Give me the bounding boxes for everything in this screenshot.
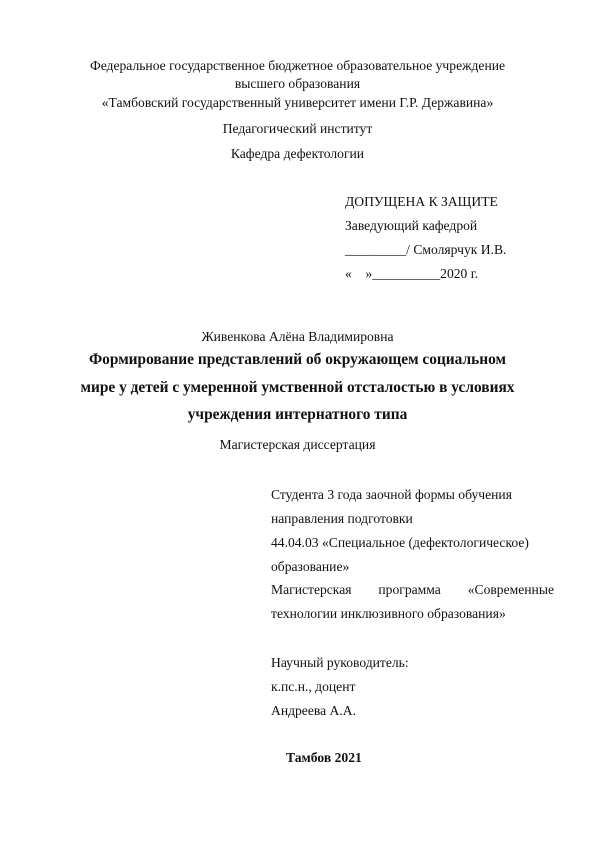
work-type: Магистерская диссертация	[219, 437, 376, 452]
approval-role: Заведующий кафедрой	[345, 218, 478, 233]
approval-status: ДОПУЩЕНА К ЗАЩИТЕ	[345, 194, 498, 209]
student-line-1: Студента 3 года заочной формы обучения	[271, 487, 512, 502]
supervisor-name: Андреева А.А.	[271, 703, 356, 718]
thesis-title-line-1: Формирование представлений об окружающем социальном	[88, 351, 507, 368]
program-line-2: технологии инклюзивного образования»	[271, 606, 506, 621]
thesis-title-line-3: учреждения интернатного типа	[187, 406, 408, 423]
department-name: Кафедра дефектологии	[230, 146, 365, 161]
student-line-2: направления подготовки	[271, 511, 413, 526]
supervisor-degree: к.пс.н., доцент	[271, 679, 356, 694]
student-line-4: образование»	[271, 559, 350, 574]
thesis-title-line-2: мире у детей с умеренной умственной отсталостью в условиях	[80, 378, 515, 396]
student-line-3: 44.04.03 «Специальное (дефектологическое)	[271, 535, 529, 550]
institute-name: Педагогический институт	[222, 121, 373, 136]
university-type-line: Федеральное государственное бюджетное образовательное учреждение	[89, 58, 506, 73]
author-name: Живенкова Алёна Владимировна	[201, 329, 394, 344]
approval-signature-line: _________/ Смолярчук И.В.	[345, 242, 507, 257]
supervisor-label: Научный руководитель:	[271, 655, 409, 670]
university-name-line: «Тамбовский государственный университет имени Г.Р. Державина»	[101, 95, 494, 110]
city-year: Тамбов 2021	[286, 750, 362, 765]
thesis-title	[60, 346, 535, 429]
education-level-line: высшего образования	[234, 76, 361, 91]
approval-date-line: « »__________2020 г.	[345, 266, 479, 281]
program-line-1: Магистерская программа «Современные	[271, 582, 554, 597]
program-block	[271, 578, 554, 626]
